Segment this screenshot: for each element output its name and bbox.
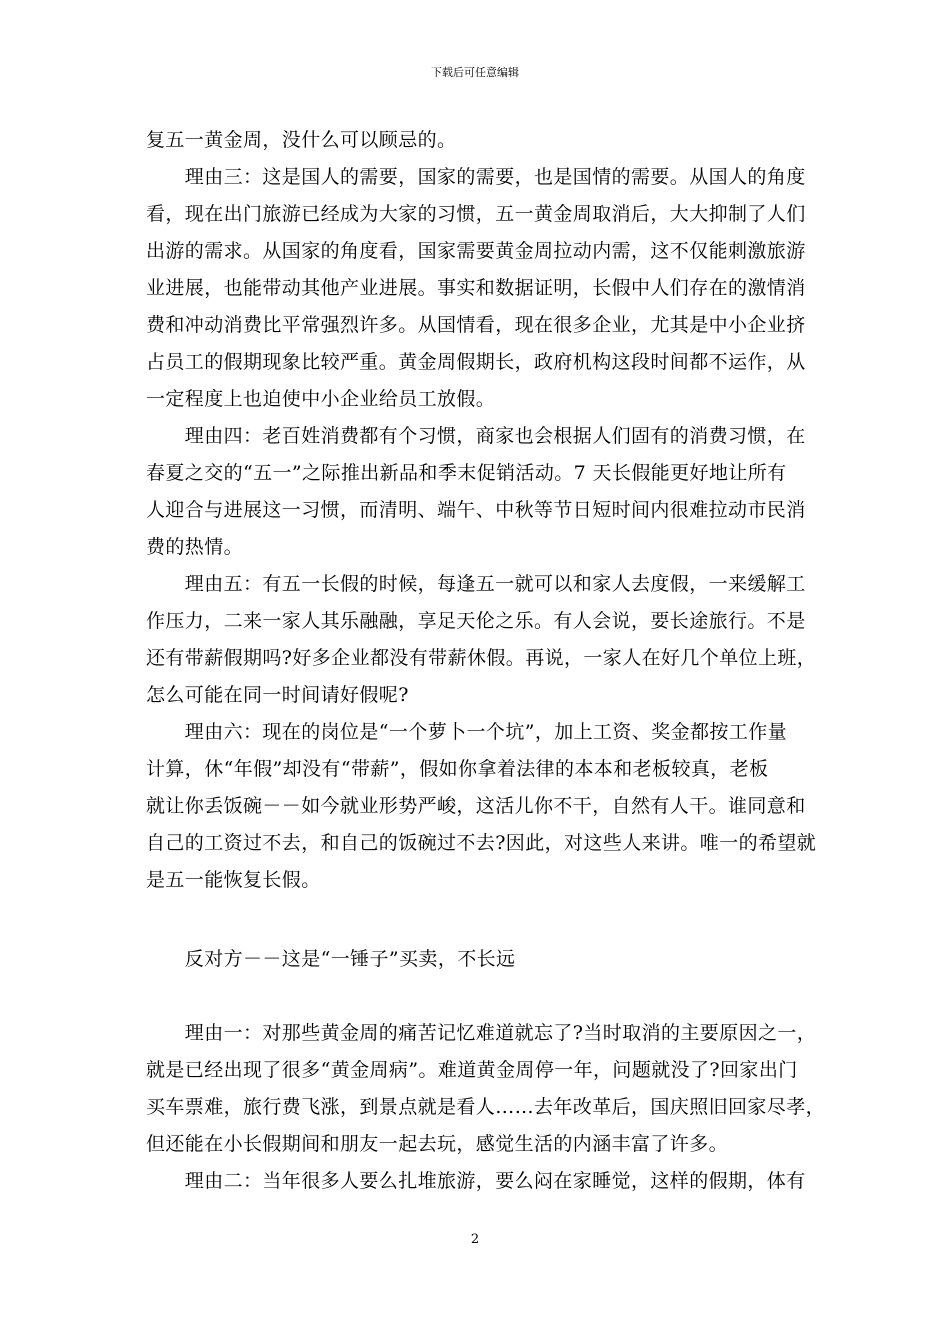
- text-line: 费和冲动消费比平常强烈许多。从国情看，现在很多企业，尤其是中小企业挤: [146, 314, 806, 336]
- text-line: 理由一：对那些黄金周的痛苦记忆难道就忘了?当时取消的主要原因之一，: [146, 1022, 817, 1044]
- text-line: 理由六：现在的岗位是“一个萝卜一个坑”，加上工资、奖金都按工作量: [146, 721, 788, 743]
- text-line: 理由三：这是国人的需要，国家的需要，也是国情的需要。从国人的角度: [146, 166, 806, 188]
- text-line: 看，现在出门旅游已经成为大家的习惯，五一黄金周取消后，大大抑制了人们: [146, 203, 806, 225]
- page-header: 下载后可任意编辑: [431, 66, 519, 79]
- text-line: 复五一黄金周，没什么可以顾忌的。: [146, 129, 457, 151]
- section-heading: 反对方－－这是“一锤子”买卖，不长远: [146, 948, 516, 970]
- text-line: 是五一能恢复长假。: [146, 869, 321, 891]
- text-line: 理由四：老百姓消费都有个习惯，商家也会根据人们固有的消费习惯，在: [146, 425, 806, 447]
- text-line: 就是已经出现了很多“黄金周病”。难道黄金周停一年，问题就没了?回家出门: [146, 1059, 798, 1081]
- text-line: 还有带薪假期吗?好多企业都没有带薪休假。再说，一家人在好几个单位上班，: [146, 647, 817, 669]
- text-line: 作压力，二来一家人其乐融融，享足天伦之乐。有人会说，要长途旅行。不是: [146, 610, 806, 632]
- text-line: 但还能在小长假期间和朋友一起去玩，感觉生活的内涵丰富了许多。: [146, 1133, 729, 1155]
- text-line: 费的热情。: [146, 536, 244, 558]
- text-line: 理由二：当年很多人要么扎堆旅游，要么闷在家睡觉，这样的假期，体有: [146, 1170, 806, 1192]
- text-line: 占员工的假期现象比较严重。黄金周假期长，政府机构这段时间都不运作，从: [146, 351, 806, 373]
- text-line: 怎么可能在同一时间请好假呢?: [146, 684, 409, 706]
- text-line: 就让你丢饭碗－－如今就业形势严峻，这活儿你不干，自然有人干。谁同意和: [146, 795, 806, 817]
- text-line: 理由五：有五一长假的时候，每逢五一就可以和家人去度假，一来缓解工: [146, 573, 806, 595]
- text-line: 出游的需求。从国家的角度看，国家需要黄金周拉动内需，这不仅能刺激旅游: [146, 240, 806, 262]
- text-line: 计算，休“年假”却没有“带薪”，假如你拿着法律的本本和老板较真，老板: [146, 758, 769, 780]
- text-line: 买车票难，旅行费飞涨，到景点就是看人……去年改革后，国庆照旧回家尽孝，: [146, 1096, 826, 1118]
- text-line: 业进展，也能带动其他产业进展。事实和数据证明，长假中人们存在的激情消: [146, 277, 806, 299]
- text-line: 春夏之交的“五一”之际推出新品和季末促销活动。7 天长假能更好地让所有: [146, 462, 787, 484]
- text-line: 自己的工资过不去，和自己的饭碗过不去?因此，对这些人来讲。唯一的希望就: [146, 832, 817, 854]
- page-number: 2: [470, 1232, 480, 1247]
- text-line: 一定程度上也迫使中小企业给员工放假。: [146, 388, 496, 410]
- text-line: 人迎合与进展这一习惯，而清明、端午、中秋等节日短时间内很难拉动市民消: [146, 499, 806, 521]
